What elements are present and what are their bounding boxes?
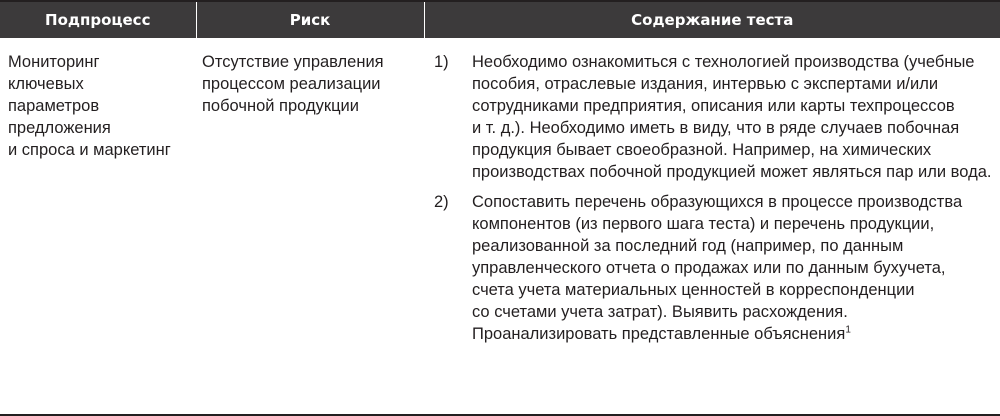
step-text: [472, 51, 996, 183]
risk-line: процессом реализации: [202, 75, 381, 93]
step-line: пособия, отраслевые издания, интервью с экспертами и/или: [472, 75, 939, 93]
step-line: [472, 323, 996, 345]
subprocess-cell: [0, 38, 196, 415]
table-row: [0, 38, 1000, 415]
subprocess-line: и спроса и маркетинг: [8, 141, 171, 159]
risk-line: Отсутствие управления: [202, 53, 384, 71]
subprocess-line: предложения: [8, 119, 111, 137]
subprocess-line: ключевых: [8, 75, 84, 93]
step-line-text: Проанализировать представленные объяснения: [472, 325, 846, 343]
step-line: реализованной за последний год (например, по данным: [472, 237, 904, 255]
risk-line: побочной продукции: [202, 97, 359, 115]
step-line: продукция бывает своеобразной. Например, на химических: [472, 141, 932, 159]
subprocess-line: параметров: [8, 97, 100, 115]
step-line: со счетами учета затрат). Выявить расхождения.: [472, 303, 848, 321]
footnote-marker: 1: [845, 324, 851, 336]
step-line: компонентов (из первого шага теста) и перечень продукции,: [472, 215, 935, 233]
step-text: [472, 191, 996, 345]
test-step-1: [434, 51, 996, 183]
step-line: производствах побочной продукцией может являться пар или вода.: [472, 163, 992, 181]
step-line: управленческого отчета о продажах или по данным бухучета,: [472, 259, 946, 277]
step-line: Сопоставить перечень образующихся в процессе производства: [472, 193, 963, 211]
test-content-cell: [424, 38, 1000, 415]
step-line: счета учета материальных ценностей в корреспонденции: [472, 281, 915, 299]
step-number: 1): [434, 53, 449, 71]
step-number: 2): [434, 193, 449, 211]
step-line: Необходимо ознакомиться с технологией производства (учебные: [472, 53, 975, 71]
step-line: и т. д.). Необходимо иметь в виду, что в ряде случаев побочная: [472, 119, 960, 137]
header-subprocess: Подпроцесс: [0, 1, 196, 38]
header-row: [0, 1, 1000, 38]
header-test-content: Содержание теста: [424, 1, 1000, 38]
header-risk: Риск: [196, 1, 424, 38]
risk-cell: [196, 38, 424, 415]
subprocess-line: Мониторинг: [8, 53, 100, 71]
step-line: сотрудниками предприятия, описания или карты техпроцессов: [472, 97, 955, 115]
test-step-2: [434, 191, 996, 345]
